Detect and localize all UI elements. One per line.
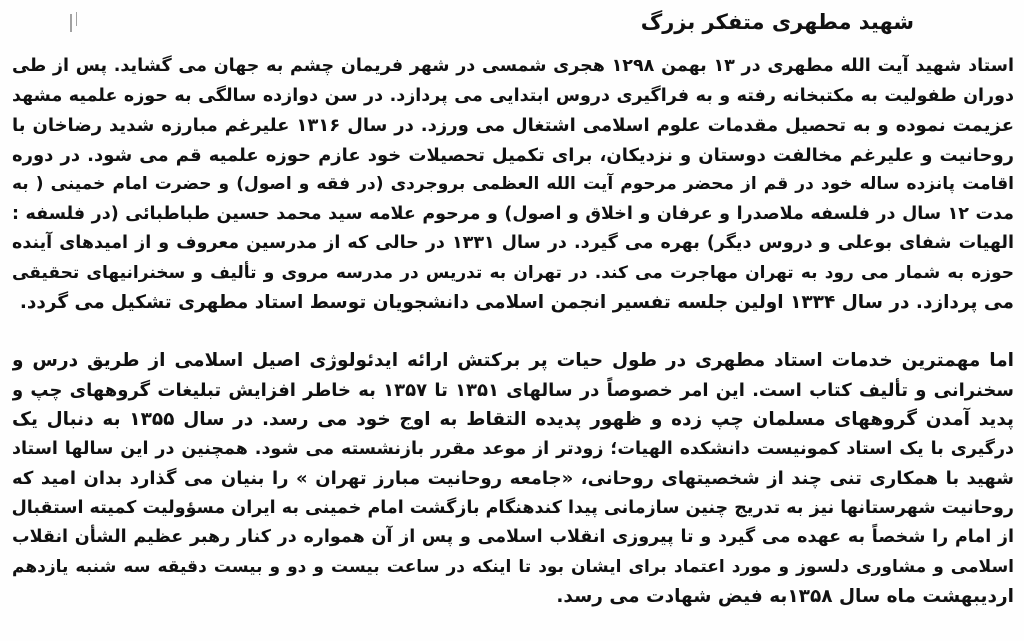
document-title: شهید مطهری متفکر بزرگ [640,10,914,34]
text-line: اقامت پانزده ساله خود در قم از محضر مرحوم آیت الله العظمی بروجردی (در فقه و اصول) و حضرت امام خمینی ( به [12,174,1014,194]
text-line: استاد شهید آیت الله مطهری در ۱۳ بهمن ۱۲۹۸ هجری شمسی در شهر فریمان چشم به جهان می گشاید. پس از طی [12,56,1014,76]
text-line: مدت ۱۲ سال در فلسفه ملاصدرا و عرفان و اخلاق و اصول) و مرحوم علامه سید محمد حسین طباطبائی (در فلسفه : [12,203,1014,224]
text-line: عزیمت نموده و به تحصیل مقدمات علوم اسلامی اشتغال می ورزد. در سال ۱۳۱۶ علیرغم مبارزه شدید رضاخان با [12,115,1014,136]
scan-artifact-mark [76,12,77,26]
text-line: دوران طفولیت به مکتبخانه رفته و به فراگیری دروس ابتدایی می پردازد. در سن دوازده سالگی به حوزه علمیه مشهد [12,85,1014,106]
text-line: اردیبهشت ماه سال ۱۳۵۸به فیض شهادت می رسد. [556,586,1014,607]
scan-artifact-mark [70,14,72,32]
paragraph-2 [12,346,1014,612]
text-line: اسلامی و مشاوری دلسوز و مورد اعتماد برای ایشان بود تا اینکه در ساعت بیست و دو و بیست دقیقه سه شنبه یازدهم [12,556,1014,577]
text-line: از امام را شخصاً به عهده می گیرد و تا پیروزی انقلاب اسلامی و پس از آن همواره در کنار رهبر عظیم الشأن انقلاب [12,527,1014,547]
text-line: سخنرانی و تألیف کتاب است. این امر خصوصاً در سالهای ۱۳۵۱ تا ۱۳۵۷ به خاطر افزایش تبلیغات گروههای چپ و [12,379,1014,401]
text-line: اما مهمترین خدمات استاد مطهری در طول حیات پر برکتش ارائه ایدئولوژی اصیل اسلامی از طریق درس و [12,350,1014,371]
text-line: روحانیت شهرستانها نیز به تدریج چنین سازمانی پیدا کندهنگام بازگشت امام خمینی به ایران مسؤولیت کمیته استقبال [12,497,1014,518]
text-line: حوزه به شمار می رود به تهران مهاجرت می کند. در تهران به تدریس در مدرسه مروی و تألیف و سخنرانیهای تحقیقی [12,262,1014,283]
text-line: الهیات شفای بوعلی و دروس دیگر) بهره می گیرد. در سال ۱۳۳۱ در حالی که از مدرسین معروف و از امیدهای آینده [12,233,1014,253]
text-line: درگیری با یک استاد کمونیست دانشکده الهیات؛ زودتر از موعد مقرر بازنشسته می شود. همچنین در این سالها استاد [12,438,1014,459]
text-line: پدید آمدن گروههای مسلمان چپ زده و ظهور پدیده التقاط به اوج خود می رسد. در سال ۱۳۵۵ به دنبال یک [12,409,1014,430]
paragraph-1 [12,52,1014,318]
text-line: روحانیت و علیرغم مخالفت دوستان و نزدیکان، برای تکمیل تحصیلات خود عازم حوزه علمیه قم می شود. در دوره [12,144,1014,166]
text-line: شهید با همکاری تنی چند از شخصیتهای روحانی، «جامعه روحانیت مبارز تهران » را بنیان می گذارد بدان امید که [12,468,1014,489]
text-line: می پردازد. در سال ۱۳۳۴ اولین جلسه تفسیر انجمن اسلامی دانشجویان توسط استاد مطهری تشکیل می گردد. [19,292,1014,313]
